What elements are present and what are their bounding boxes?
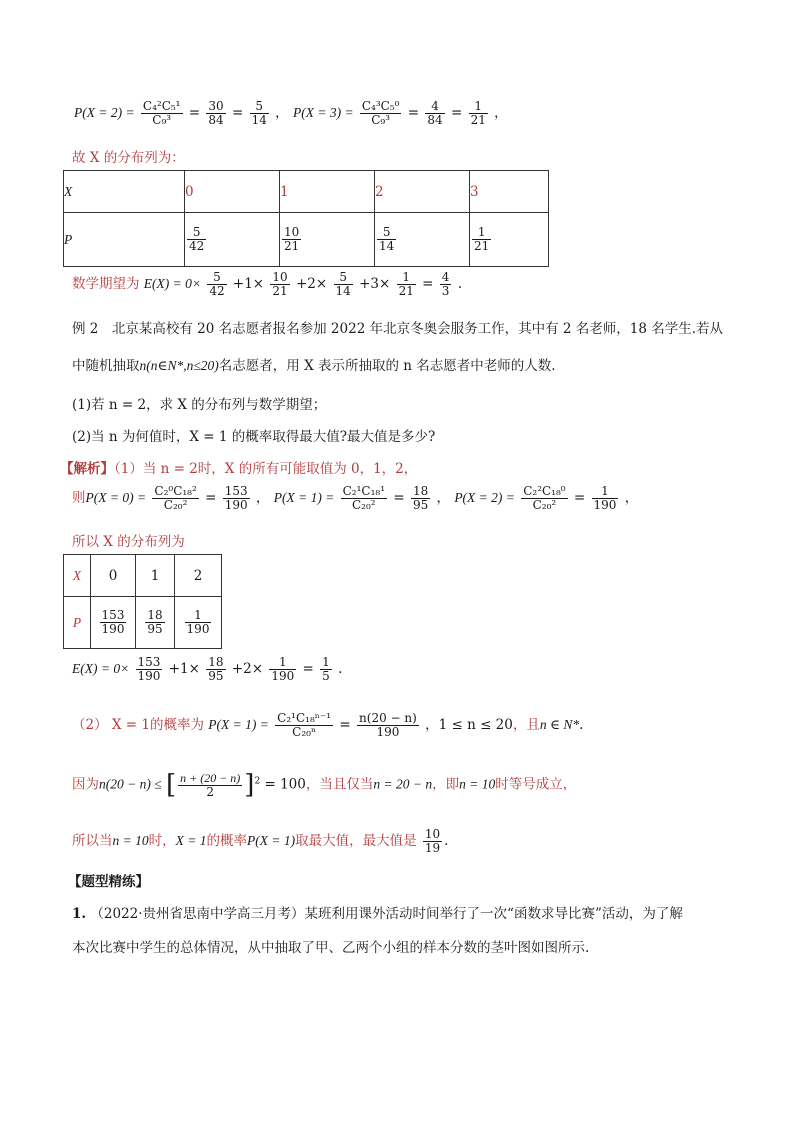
table-cell: X: [64, 555, 91, 597]
table-cell: $\frac{1}{21}$: [470, 213, 549, 267]
table-cell: 2: [375, 171, 470, 213]
table-cell: X: [64, 171, 185, 213]
practice-item-1-line1: 1. （2022·贵州省思南中学高三月考）某班利用课外活动时间举行了一次“函数求导比赛”活动，为了解: [72, 906, 683, 922]
example-2-line1: 例 2 北京某高校有 20 名志愿者报名参加 2022 年北京冬奥会服务工作，其中有 2 名老师，18 名学生.若从: [72, 321, 724, 337]
solution-probs: 则P(X = 0) = $\frac{\text{C₂⁰C₁₈²}}{\text{C₂₀²}}$ = $\frac{153}{190}$ ， P(X = 1) = $\frac{\text{C₂¹C₁₈¹}}{\text{C₂₀²}}$ = $\frac{18}{95}$ ， P(X = 2) = $\frac{\text{C₂²C₁₈⁰}}{\text{C₂₀²}}$ = $\frac{1}{190}$ ，: [72, 484, 639, 512]
table-cell: $\frac{10}{21}$: [280, 213, 375, 267]
table-cell: P: [64, 213, 185, 267]
table-cell: 1: [280, 171, 375, 213]
table-cell: 0: [91, 555, 136, 597]
part-2: （2） X = 1的概率为 P(X = 1) = $\frac{\text{C₂¹C₁₈ⁿ⁻¹}}{\text{C₂₀ⁿ}}$ = $\frac{n(20 - n)}{190}$ ，1 ≤ n ≤ 20，且n ∈ N*.: [72, 711, 584, 739]
example-2-line2: 中随机抽取n(n∈N*,n≤20)名志愿者，用 X 表示所抽取的 n 名志愿者中老师的人数.: [72, 358, 556, 374]
practice-heading: 【题型精练】: [68, 874, 149, 890]
table-cell: $\frac{5}{14}$: [375, 213, 470, 267]
distribution-table-2: [63, 554, 222, 649]
table-cell: 0: [185, 171, 280, 213]
dist-title-1: 故 X 的分布列为：: [72, 150, 185, 166]
because-line: 因为n(20 − n) ≤ [ $\frac{n + (20 - n)}{2}$ ]$^2$ = 100，当且仅当n = 20 − n，即n = 10时等号成立，: [72, 770, 577, 800]
expectation-2: E(X) = 0× $\frac{153}{190}$ +1× $\frac{18}{95}$ +2× $\frac{1}{190}$ = $\frac{1}{5}$ .: [72, 655, 343, 683]
practice-item-1-line2: 本次比赛中学生的总体情况，从中抽取了甲、乙两个小组的样本分数的茎叶图如图所示.: [72, 940, 590, 956]
solution-line1: 【解析】（1）当 n = 2时，X 的所有可能取值为 0，1，2，: [60, 461, 418, 477]
prob-line-1: P(X = 2) = $\frac{\text{C₄²C₅¹}}{\text{C₉³}}$ = $\frac{30}{84}$ = $\frac{5}{14}$ ， P(X = 3) = $\frac{\text{C₄³C₅⁰}}{\text{C₉³}}$ = $\frac{4}{84}$ = $\frac{1}{21}$ ，: [74, 99, 508, 127]
table-cell: $\frac{153}{190}$: [91, 597, 136, 649]
question-1: (1)若 n = 2，求 X 的分布列与数学期望；: [72, 397, 327, 413]
expectation-1: 数学期望为 E(X) = 0× $\frac{5}{42}$ +1× $\frac{10}{21}$ +2× $\frac{5}{14}$ +3× $\frac{1}{21}$ = $\frac{4}{3}$ .: [72, 270, 463, 298]
table-cell: $\frac{1}{190}$: [175, 597, 222, 649]
table-cell: $\frac{18}{95}$: [136, 597, 175, 649]
table-cell: 1: [136, 555, 175, 597]
conclusion-line: 所以当n = 10时，X = 1的概率P(X = 1)取最大值，最大值是 $\frac{10}{19}$ .: [72, 827, 449, 855]
distribution-table-1: [63, 170, 549, 267]
question-2: (2)当 n 为何值时，X = 1 的概率取得最大值?最大值是多少?: [72, 429, 436, 445]
dist-title-2: 所以 X 的分布列为: [72, 534, 185, 550]
table-cell: 2: [175, 555, 222, 597]
table-cell: P: [64, 597, 91, 649]
table-cell: 3: [470, 171, 549, 213]
table-cell: $\frac{5}{42}$: [185, 213, 280, 267]
